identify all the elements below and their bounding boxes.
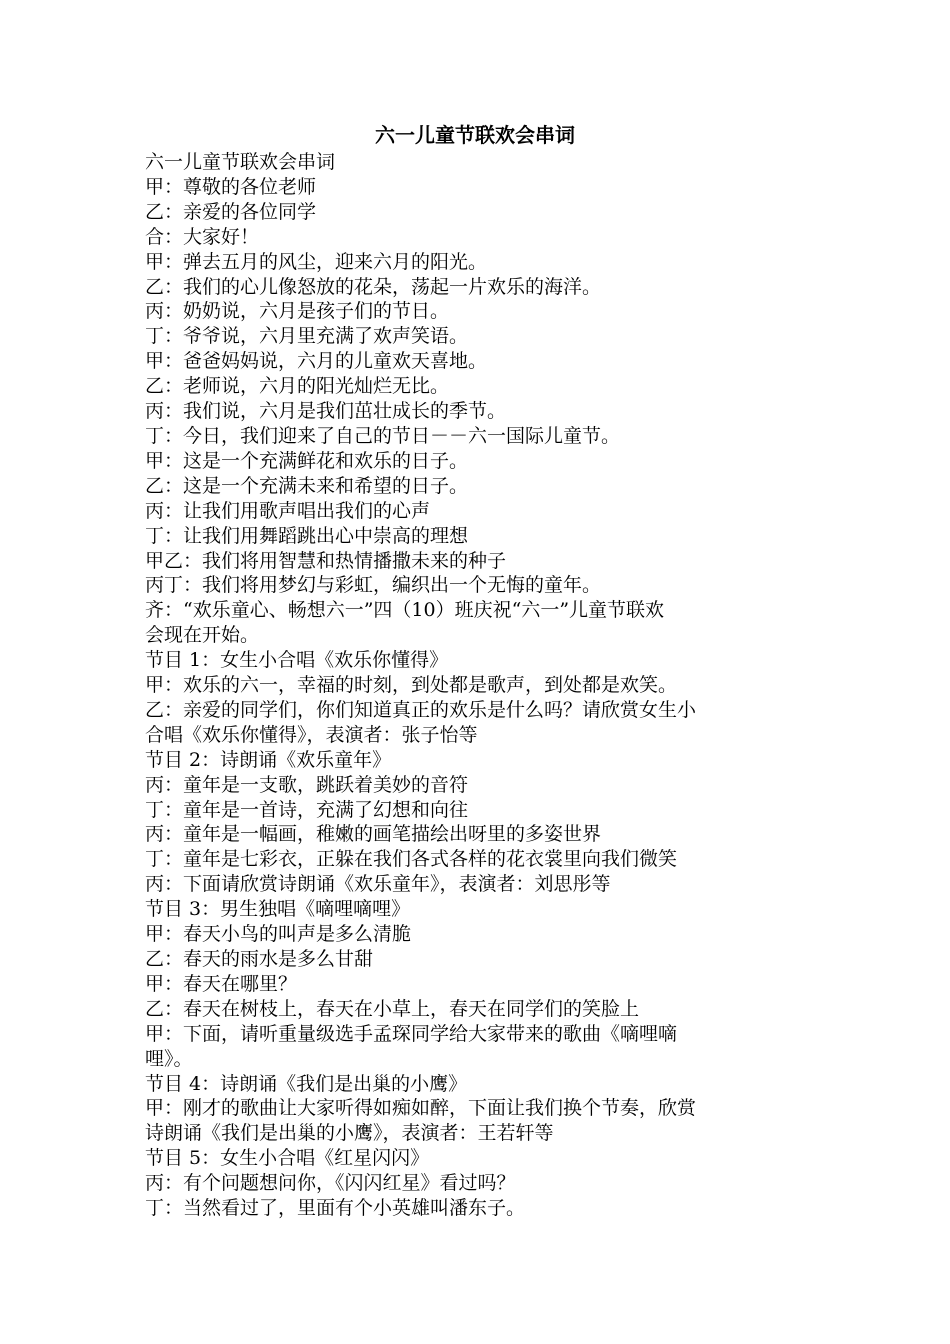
- document-body: [145, 150, 805, 1221]
- text-line: 丁：爷爷说，六月里充满了欢声笑语。: [145, 325, 469, 348]
- text-line: 合：大家好！: [145, 225, 260, 248]
- text-line: 甲乙：我们将用智慧和热情播撒未来的种子: [145, 549, 507, 572]
- text-line: 丙：我们说，六月是我们茁壮成长的季节。: [145, 400, 507, 423]
- text-line: 乙：我们的心儿像怒放的花朵，荡起一片欢乐的海洋。: [145, 275, 602, 298]
- text-line: 甲：这是一个充满鲜花和欢乐的日子。: [145, 449, 469, 472]
- text-line: 丙：童年是一支歌，跳跃着美妙的音符: [145, 773, 469, 796]
- text-line: 丙：下面请欣赏诗朗诵《欢乐童年》，表演者：刘思彤等: [145, 873, 611, 896]
- text-line: 丙：童年是一幅画，稚嫩的画笔描绘出呀里的多姿世界: [145, 823, 602, 846]
- text-line: 丁：让我们用舞蹈跳出心中崇高的理想: [145, 524, 469, 547]
- document-title: 六一儿童节联欢会串词: [375, 123, 575, 147]
- text-line: 乙：春天的雨水是多么甘甜: [145, 948, 374, 970]
- text-line: 节目 2：诗朗诵《欢乐童年》: [145, 748, 392, 771]
- text-line: 丙丁：我们将用梦幻与彩虹，编织出一个无悔的童年。: [145, 574, 602, 597]
- text-line: 合唱《欢乐你懂得》，表演者：张子怡等: [145, 723, 478, 746]
- text-line: 甲：下面，请听重量级选手孟琛同学给大家带来的歌曲《嘀哩嘀: [145, 1022, 678, 1045]
- text-line: 丁：当然看过了，里面有个小英雄叫潘东子。: [145, 1197, 526, 1220]
- text-line: 节目 3：男生独唱《嘀哩嘀哩》: [145, 898, 411, 921]
- text-line: 齐：“欢乐童心、畅想六一”四（10）班庆祝“六一”儿童节联欢: [145, 599, 665, 622]
- text-line: 甲：爸爸妈妈说，六月的儿童欢天喜地。: [145, 350, 488, 373]
- text-line: 乙：这是一个充满未来和希望的日子。: [145, 474, 469, 497]
- text-line: 乙：春天在树枝上，春天在小草上，春天在同学们的笑脸上: [145, 997, 640, 1020]
- text-line: 丙：奶奶说，六月是孩子们的节日。: [145, 300, 450, 323]
- text-line: 丁：童年是七彩衣，正躲在我们各式各样的花衣裳里向我们微笑: [145, 848, 678, 871]
- text-line: 丁：今日，我们迎来了自己的节日－－六一国际儿童节。: [145, 424, 621, 447]
- text-line: 节目 1：女生小合唱《欢乐你懂得》: [145, 649, 449, 672]
- text-line: 乙：亲爱的同学们，你们知道真正的欢乐是什么吗？请欣赏女生小: [145, 698, 697, 721]
- text-line: 甲：刚才的歌曲让大家听得如痴如醉，下面让我们换个节奏，欣赏: [145, 1097, 697, 1120]
- text-line: 丙：让我们用歌声唱出我们的心声: [145, 499, 431, 522]
- text-line: 甲：尊敬的各位老师: [145, 175, 317, 198]
- text-line: 丙：有个问题想问你，《闪闪红星》看过吗？: [145, 1172, 516, 1195]
- text-line: 节目 4：诗朗诵《我们是出巢的小鹰》: [145, 1072, 468, 1095]
- text-line: 甲：弹去五月的风尘，迎来六月的阳光。: [145, 250, 488, 273]
- text-line: 甲：春天小鸟的叫声是多么清脆: [145, 923, 412, 946]
- text-line: 丁：童年是一首诗，充满了幻想和向往: [145, 798, 469, 821]
- text-line: 六一儿童节联欢会串词: [145, 151, 336, 173]
- text-line: 哩》。: [145, 1047, 193, 1070]
- text-line: 节目 5：女生小合唱《红星闪闪》: [145, 1147, 430, 1170]
- text-line: 乙：亲爱的各位同学: [145, 200, 317, 223]
- text-line: 诗朗诵《我们是出巢的小鹰》，表演者：王若轩等: [145, 1122, 554, 1145]
- text-line: 乙：老师说，六月的阳光灿烂无比。: [145, 375, 450, 398]
- text-line: 甲：欢乐的六一，幸福的时刻，到处都是歌声，到处都是欢笑。: [145, 674, 678, 697]
- text-line: 甲：春天在哪里？: [145, 972, 298, 995]
- text-line: 会现在开始。: [145, 624, 260, 647]
